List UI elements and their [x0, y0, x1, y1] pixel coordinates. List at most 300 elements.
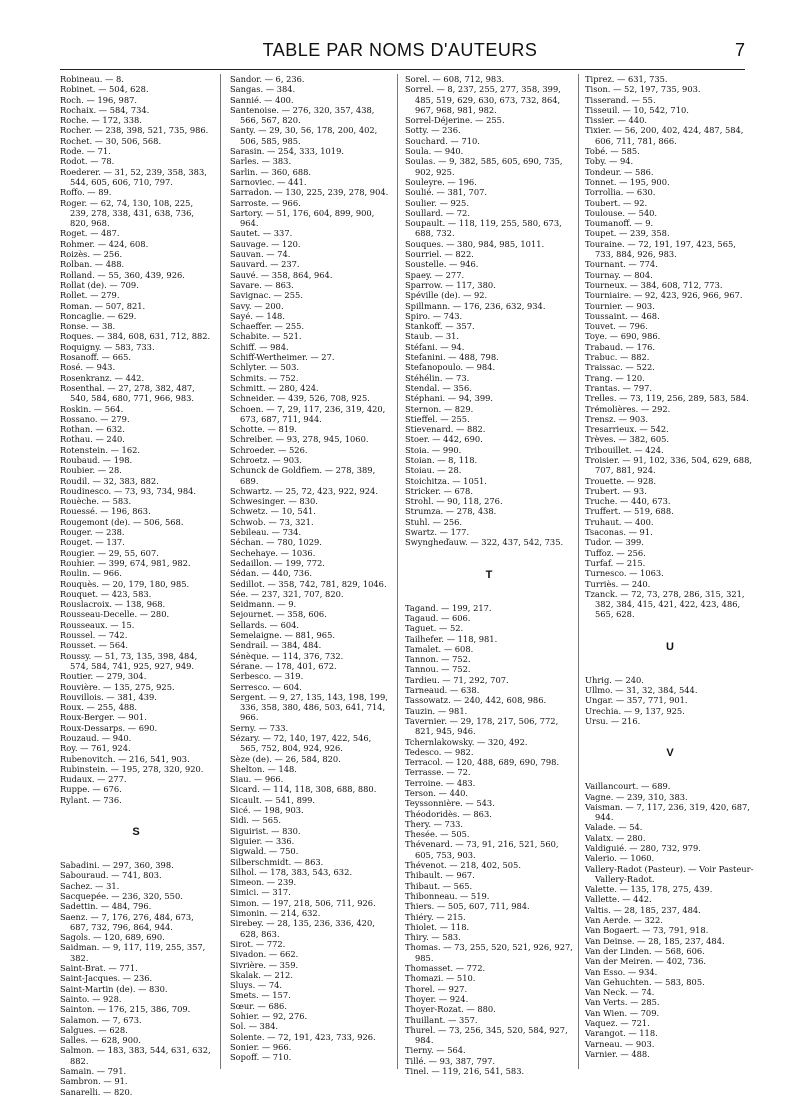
- index-entry: Sarnoviec. — 441.: [230, 176, 307, 187]
- index-entry: Stoiau. — 28.: [405, 465, 462, 476]
- index-entry: Sarles. — 383.: [230, 156, 292, 167]
- index-entry: Soullard. — 72.: [405, 207, 470, 218]
- index-entry: Terson. — 440.: [405, 788, 469, 798]
- index-entry: Tarneaud. — 638.: [405, 685, 480, 696]
- index-entry: Tchernlakowsky. — 320, 492.: [405, 736, 528, 747]
- index-entry: Rouquet. — 423, 583.: [60, 588, 152, 599]
- index-entry: Souques. — 380, 984, 985, 1011.: [405, 238, 545, 249]
- index-entry: Swyngheďauw. — 322, 437, 542, 735.: [405, 537, 564, 548]
- index-entry: Rouvière. — 135, 275, 925.: [60, 681, 175, 692]
- index-entry: Thiry. — 583.: [405, 932, 461, 943]
- index-entry: Sauvard. — 237.: [230, 259, 300, 270]
- index-entry: Toumanoff. — 9.: [585, 218, 654, 229]
- index-entry: Simonin. — 214, 632.: [230, 908, 321, 919]
- index-entry: Rolban. — 488.: [60, 259, 125, 270]
- index-entry: Roget. — 487.: [60, 228, 120, 239]
- index-entry: Sartory. — 51, 176, 604, 899, 900, 964.: [230, 207, 375, 229]
- index-entry: Sonier. — 966.: [230, 1041, 292, 1052]
- index-entry: Roquigny. — 583, 733.: [60, 341, 155, 352]
- index-entry: Sainton. — 176, 215, 386, 709.: [60, 1004, 191, 1015]
- index-entry: Rothau. — 240.: [60, 434, 125, 445]
- index-entry: Rochaix. — 584, 734.: [60, 104, 150, 115]
- index-entry: Stoia. — 990.: [405, 444, 462, 455]
- index-entry: Tierny. — 564.: [405, 1045, 466, 1056]
- index-entry: Strohl. — 90, 118, 276.: [405, 496, 503, 507]
- index-entry: Turnesco. — 1063.: [585, 568, 664, 579]
- index-entry: Thibault. — 967.: [405, 870, 475, 881]
- index-entry: Schwartz. — 25, 72, 423, 922, 924.: [230, 485, 378, 496]
- index-entry: Roudil. — 32, 383, 882.: [60, 475, 159, 486]
- index-entry: Roussy. — 51, 73, 135, 398, 484, 574, 584, 741, 925, 927, 949.: [60, 650, 198, 671]
- index-entry: Tourniaire. — 92, 423, 926, 966, 967.: [585, 290, 743, 301]
- index-entry: Roubier. — 28.: [60, 465, 122, 476]
- index-entry: Tiprez. — 631, 735.: [585, 74, 668, 84]
- index-entry: Tassowatz. — 240, 442, 608, 986.: [405, 695, 547, 706]
- index-entry: Toussaint. — 468.: [585, 310, 660, 321]
- index-entry: Varangot. — 118.: [585, 1028, 658, 1039]
- index-entry: Sézary. — 72, 140, 197, 422, 546, 565, 752, 804, 924, 926.: [230, 733, 372, 754]
- index-entry: Tresarrieux. — 542.: [585, 424, 669, 435]
- index-entry: Van Neck. — 74.: [585, 987, 655, 998]
- page-title: TABLE PAR NOMS D'AUTEURS: [262, 40, 538, 60]
- index-entry: Schroeder. — 526.: [230, 444, 308, 455]
- index-entry: Sambron. — 91.: [60, 1076, 128, 1087]
- index-entry: Soustelle. — 946.: [405, 259, 479, 270]
- index-entry: Sicault. — 541, 899.: [230, 794, 316, 805]
- index-entry: Trensz. — 903.: [585, 413, 649, 424]
- index-entry: Santenoise. — 276, 320, 357, 438, 566, 567, 820.: [230, 104, 375, 126]
- index-entry: Sabadini. — 297, 360, 398.: [60, 860, 174, 871]
- index-entry: Sarroste. — 966.: [230, 197, 301, 208]
- index-entry: Thévenard. — 73, 91, 216, 521, 560, 605, 753, 903.: [405, 839, 559, 860]
- index-entry: Valatx. — 280.: [585, 832, 646, 843]
- index-entry: Sirot. — 772.: [230, 938, 286, 949]
- index-entry: Sirebey. — 28, 135, 236, 336, 420, 628, 863.: [230, 918, 375, 939]
- index-entry: Serbesco. — 319.: [230, 671, 304, 682]
- index-entry: Shelton. — 148.: [230, 763, 297, 774]
- index-entry: Sangas. — 384.: [230, 84, 296, 95]
- index-entry: Savare. — 863.: [230, 279, 294, 290]
- index-entry: Tailhefer. — 118, 981.: [405, 633, 498, 644]
- index-entry: Tournier. — 903.: [585, 300, 655, 311]
- index-entry: Sorel. — 608, 712, 983.: [405, 74, 505, 84]
- index-entry: Stoichitza. — 1051.: [405, 475, 487, 486]
- index-entry: Vaquez. — 721.: [585, 1018, 650, 1029]
- index-entry: Schmitt. — 280, 424.: [230, 382, 319, 393]
- index-entry: Stricker. — 678.: [405, 485, 473, 496]
- column-divider: [397, 74, 398, 1069]
- index-entry: Rouslacroix. — 138, 968.: [60, 599, 166, 610]
- index-entry: Schreiber. — 93, 278, 945, 1060.: [230, 434, 369, 445]
- index-entry: Souchard. — 710.: [405, 135, 480, 146]
- index-entry: Sendrail. — 384, 484.: [230, 640, 322, 651]
- index-entry: Rubenovitch. — 216, 541, 903.: [60, 753, 190, 764]
- index-entry: Schunck de Goldfiem. — 278, 389, 689.: [230, 465, 376, 486]
- index-entry: Sechehaye. — 1036.: [230, 547, 316, 558]
- index-entry: Tournant. — 774.: [585, 259, 658, 270]
- index-entry: Sénèque. — 114, 376, 732.: [230, 650, 344, 661]
- index-entry: Schmits. — 752.: [230, 372, 299, 383]
- index-entry: Sainto. — 928.: [60, 993, 122, 1004]
- index-entry: Roux-Berger. — 901.: [60, 712, 147, 723]
- index-entry: Schlyter. — 503.: [230, 362, 299, 373]
- index-entry: Toye. — 690, 986.: [585, 331, 661, 342]
- index-entry: Silhol. — 178, 383, 543, 632.: [230, 866, 352, 877]
- index-entry: Spiro. — 743.: [405, 310, 463, 321]
- index-entry: Smets. — 157.: [230, 990, 291, 1001]
- index-entry: Stievenard. — 882.: [405, 424, 486, 435]
- index-entry: Rousseaux. — 15.: [60, 619, 135, 630]
- spacer: [405, 548, 573, 570]
- index-entry: Sedaillon. — 199, 772.: [230, 557, 325, 568]
- index-entry: Routier. — 279, 304.: [60, 671, 147, 682]
- index-entry: Tsaconas. — 91.: [585, 527, 653, 538]
- index-entry: Tavernier. — 29, 178, 217, 506, 772, 821, 945, 946.: [405, 715, 559, 737]
- index-entry: Roche. — 172, 338.: [60, 115, 142, 126]
- index-entry: Taguet. — 52.: [405, 623, 464, 634]
- index-entry: Sérane. — 178, 401, 672.: [230, 660, 337, 671]
- index-entry: Tison. — 52, 197, 735, 903.: [585, 84, 701, 95]
- index-entry: Roederer. — 31, 52, 239, 358, 383, 544, 605, 606, 710, 797.: [60, 166, 207, 187]
- index-entry: Thomasset. — 772.: [405, 963, 486, 974]
- index-entry: Spéville (de). — 92.: [405, 290, 488, 301]
- index-entry: Thiolet. — 118.: [405, 921, 470, 932]
- index-entry: Trémolières. — 292.: [585, 403, 671, 414]
- index-entry: Schwob. — 73, 321.: [230, 516, 314, 527]
- index-entry: Vallery-Radot (Pasteur). — Voir Pasteur-Vallery-Radot.: [585, 863, 754, 884]
- index-entry: Spaey. — 277.: [405, 269, 465, 280]
- index-entry: Rotenstein. — 162.: [60, 444, 141, 455]
- index-entry: Santy. — 29, 30, 56, 178, 200, 402, 506, 585, 985.: [230, 125, 378, 146]
- index-entry: Sédan. — 440, 736.: [230, 568, 312, 579]
- index-entry: Serny. — 733.: [230, 722, 289, 733]
- index-entry: Roskin. — 564.: [60, 403, 124, 414]
- index-entry: Thiers. — 505, 607, 711, 984.: [405, 901, 530, 912]
- index-entry: Rouessé. — 196, 863.: [60, 506, 151, 517]
- index-entry: Van Gehuchten. — 583, 805.: [585, 976, 705, 987]
- index-entry: Traissac. — 522.: [585, 362, 655, 373]
- index-entry: Stefanini. — 488, 798.: [405, 352, 499, 363]
- index-entry: Tixier. — 56, 200, 402, 424, 487, 584, 606, 711, 781, 866.: [585, 125, 744, 146]
- index-entry: Saidman. — 9, 117, 119, 255, 357, 382.: [60, 942, 206, 963]
- section-letter: T: [485, 568, 493, 581]
- index-entry: Sorrel. — 8, 237, 255, 277, 358, 399, 485, 519, 629, 630, 673, 732, 864, 967, 968, 981, 982.: [405, 84, 561, 115]
- index-entry: Tannon. — 752.: [405, 654, 471, 665]
- index-entry: Trabuc. — 882.: [585, 352, 650, 363]
- index-entry: Sicard. — 114, 118, 308, 688, 880.: [230, 784, 377, 795]
- index-entry: Thesée. — 505.: [405, 829, 470, 840]
- index-entry: Toby. — 94.: [585, 156, 634, 167]
- index-entry: Sohier. — 92, 276.: [230, 1011, 308, 1022]
- index-entry: Trèves. — 382, 605.: [585, 434, 670, 445]
- index-entry: Truche. — 440, 673.: [585, 496, 671, 507]
- index-entry: Rudaux. — 277.: [60, 774, 127, 785]
- index-entry: Siguirist. — 830.: [230, 825, 301, 836]
- index-entry: Tillé. — 93, 387, 797.: [405, 1055, 496, 1066]
- index-entry: Roffo. — 89.: [60, 187, 112, 198]
- index-entry: Roch. — 196, 987.: [60, 94, 138, 105]
- index-entry: Tuffoz. — 256.: [585, 547, 646, 558]
- index-entry: Thibonneau. — 519.: [405, 890, 490, 901]
- index-entry: Tinel. — 119, 216, 541, 583.: [405, 1066, 525, 1077]
- index-entry: Semelaigne. — 881, 965.: [230, 630, 335, 641]
- index-entry: Thiéry. — 215.: [405, 911, 466, 922]
- index-entry: Tagaud. — 606.: [405, 612, 471, 623]
- index-entry: Ullmo. — 31, 32, 384, 544.: [585, 685, 698, 696]
- index-entry: Samain. — 791.: [60, 1066, 127, 1077]
- index-entry: Tisseuil. — 10, 542, 710.: [585, 104, 689, 115]
- index-entry: Rode. — 71.: [60, 146, 111, 157]
- index-entry: Tagand. — 199, 217.: [405, 602, 492, 613]
- index-entry: Sarasin. — 254, 333, 1019.: [230, 146, 344, 157]
- index-entry: Spillmann. — 176, 236, 632, 934.: [405, 300, 546, 311]
- index-entry: Rohmer. — 424, 608.: [60, 238, 149, 249]
- index-entry: Swartz. — 177.: [405, 527, 470, 538]
- index-entry: Schwetz. — 10, 541.: [230, 506, 316, 517]
- column-divider: [220, 74, 221, 1069]
- index-entry: Sourriel. — 822.: [405, 249, 474, 260]
- index-columns: [60, 74, 754, 1097]
- index-entry: Sagols. — 120, 689, 690.: [60, 932, 165, 943]
- index-entry: Rosanoff. — 665.: [60, 352, 132, 363]
- index-entry: Tourneux. — 384, 608, 712, 773.: [585, 279, 723, 290]
- index-entry: Rocher. — 238, 398, 521, 735, 986.: [60, 125, 209, 136]
- index-entry: Tedesco. — 982.: [405, 746, 474, 757]
- page-header: [55, 40, 745, 64]
- index-entry: Sandor. — 6, 236.: [230, 74, 305, 84]
- index-entry: Vallette. — 442.: [585, 894, 652, 905]
- index-entry: Van Aerde. — 322.: [585, 915, 663, 926]
- index-entry: Trabaud. — 176.: [585, 341, 656, 352]
- index-entry: Roussel. — 742.: [60, 630, 128, 641]
- index-entry: Truffert. — 519, 688.: [585, 506, 674, 517]
- spacer: [585, 653, 755, 675]
- index-entry: Sabouraud. — 741, 803.: [60, 870, 162, 881]
- index-entry: Rousset. — 564.: [60, 640, 129, 651]
- index-entry: Sautet. — 337.: [230, 228, 293, 239]
- index-entry: Varnier. — 488.: [585, 1048, 650, 1059]
- index-entry: Ronse. — 38.: [60, 321, 116, 332]
- index-entry: Rosenkranz. — 442.: [60, 372, 145, 383]
- index-entry: Ursu. — 216.: [585, 715, 641, 726]
- index-entry: Rochet. — 30, 506, 568.: [60, 135, 162, 146]
- index-entry: Simon. — 197, 218, 506, 711, 926.: [230, 897, 376, 908]
- index-entry: Séchan. — 780, 1029.: [230, 537, 322, 548]
- index-entry: Thorel. — 927.: [405, 983, 468, 994]
- column-divider: [578, 74, 579, 1069]
- index-entry: Teyssonnière. — 543.: [405, 798, 495, 809]
- index-entry: Tonnet. — 195, 900.: [585, 176, 670, 187]
- index-entry: Salmon. — 183, 383, 544, 631, 632, 882.: [60, 1045, 211, 1066]
- index-entry: Rothan. — 632.: [60, 424, 125, 435]
- index-entry: Van Verts. — 285.: [585, 997, 660, 1008]
- index-entry: Salamon. — 7, 673.: [60, 1014, 142, 1025]
- index-entry: Rougemont (de). — 506, 568.: [60, 516, 184, 527]
- index-entry: Roizès. — 256.: [60, 249, 123, 260]
- index-entry: Terroine. — 483.: [405, 777, 476, 788]
- index-entry: Stendal. — 356.: [405, 382, 472, 393]
- spacer: [405, 581, 573, 603]
- index-entry: Sergent. — 9, 27, 135, 143, 198, 199, 336, 358, 380, 486, 503, 641, 714, 966.: [230, 691, 388, 723]
- index-entry: Vaillancourt. — 689.: [585, 781, 671, 792]
- index-entry: Schaeffer. — 255.: [230, 321, 305, 332]
- index-entry: Rubinstein. — 195, 278, 320, 920.: [60, 763, 204, 774]
- index-entry: Rouzaud. — 940.: [60, 733, 132, 743]
- index-entry: Stéfani. — 94.: [405, 341, 465, 352]
- index-entry: Sellards. — 604.: [230, 619, 300, 630]
- index-entry: Tzanck. — 72, 73, 278, 286, 315, 321, 382, 384, 415, 421, 422, 423, 486, 565, 628.: [585, 588, 745, 620]
- index-entry: Staub. — 31.: [405, 331, 460, 342]
- index-entry: Simici. — 317.: [230, 887, 291, 898]
- index-entry: Sebileau. — 734.: [230, 527, 302, 538]
- index-entry: Roubaud. — 198.: [60, 454, 133, 465]
- index-entry: Sluys. — 74.: [230, 980, 283, 991]
- index-entry: Soulier. — 925.: [405, 197, 469, 208]
- index-entry: Stoian. — 8, 118.: [405, 454, 478, 465]
- index-entry: Roman. — 507, 821.: [60, 300, 146, 311]
- index-entry: Sopoff. — 710.: [230, 1052, 292, 1063]
- spacer: [60, 805, 212, 827]
- index-entry: Rosé. — 943.: [60, 362, 116, 373]
- index-entry: Touvet. — 796.: [585, 321, 648, 332]
- index-entry: Valette. — 135, 178, 275, 439.: [585, 884, 713, 895]
- index-entry: Sèze (de). — 26, 584, 820.: [230, 753, 341, 764]
- index-entry: Saint-Brat. — 771.: [60, 963, 138, 974]
- index-entry: Schabite. — 521.: [230, 331, 302, 342]
- index-entry: Sée. — 237, 321, 707, 820.: [230, 588, 344, 599]
- index-entry: Van Deinse. — 28, 185, 237, 484.: [585, 935, 725, 946]
- index-entry: Tondeur. — 586.: [585, 166, 654, 177]
- index-entry: Sauvan. — 74.: [230, 249, 291, 260]
- index-entry: Toubert. — 92.: [585, 197, 648, 208]
- index-entry: Saint-Jacques. — 236.: [60, 973, 153, 984]
- index-entry: Sorrel-Déjerine. — 255.: [405, 115, 505, 126]
- index-entry: Sanarelli. — 820.: [60, 1086, 133, 1097]
- index-entry: Rousseau-Decelle. — 280.: [60, 609, 170, 620]
- index-entry: Rouger. — 238.: [60, 527, 125, 538]
- index-entry: Van Wien. — 709.: [585, 1007, 660, 1018]
- index-entry: Soupault. — 118, 119, 255, 580, 673, 688, 732.: [405, 218, 562, 239]
- index-entry: Stuhl. — 256.: [405, 516, 463, 527]
- index-entry: Ungar. — 357, 771, 901.: [585, 695, 688, 706]
- index-entry: Thery. — 733.: [405, 818, 464, 829]
- index-entry: Thoyer-Rozat. — 880.: [405, 1004, 496, 1015]
- index-entry: Rouhier. — 399, 674, 981, 982.: [60, 557, 191, 568]
- index-entry: Urechia. — 9, 137, 925.: [585, 705, 685, 716]
- index-entry: Tamalet. — 608.: [405, 643, 474, 654]
- index-entry: Van der Meiren. — 402, 736.: [585, 956, 707, 967]
- index-entry: Sicé. — 198, 903.: [230, 805, 304, 816]
- index-entry: Sivrière. — 359.: [230, 959, 299, 970]
- index-entry: Vaisman. — 7, 117, 236, 319, 420, 687, 944.: [585, 801, 750, 823]
- index-entry: Trang. — 120.: [585, 372, 645, 383]
- index-entry: Rouquès. — 20, 179, 180, 985.: [60, 578, 190, 589]
- index-entry: Sadettin. — 484, 796.: [60, 901, 152, 912]
- index-entry: Seidmann. — 9.: [230, 599, 297, 610]
- index-entry: Toulouse. — 540.: [585, 207, 658, 218]
- index-entry: Trelles. — 73, 119, 256, 289, 583, 584.: [585, 393, 749, 404]
- index-entry: Trubert. — 93.: [585, 485, 647, 496]
- index-entry: Skalak. — 212.: [230, 969, 293, 980]
- page-number: 7: [734, 40, 745, 60]
- index-entry: Schneider. — 439, 526, 708, 925.: [230, 393, 370, 404]
- index-entry: Trantas. — 797.: [585, 382, 653, 393]
- index-entry: Stéphani. — 94, 399.: [405, 393, 494, 404]
- index-entry: Savignac. — 255.: [230, 290, 303, 301]
- index-entry: Rouget. — 137.: [60, 537, 125, 548]
- index-entry: Roques. — 384, 608, 631, 712, 882.: [60, 331, 211, 342]
- index-entry: Soula. — 940.: [405, 146, 464, 157]
- index-entry: Varneau. — 903.: [585, 1038, 655, 1049]
- index-entry: Thévenot. — 218, 402, 505.: [405, 860, 521, 871]
- index-entry: Sacquepée. — 236, 320, 550.: [60, 890, 183, 901]
- index-entry: Valdiguié. — 280, 732, 979.: [585, 843, 701, 853]
- index-entry: Thomas. — 73, 255, 520, 521, 926, 927, 985.: [405, 942, 573, 963]
- index-entry: Roncaglie. — 629.: [60, 310, 137, 321]
- index-entry: Tobé. — 585.: [585, 146, 640, 157]
- index-entry: Soulas. — 9, 382, 585, 605, 690, 735, 902, 925.: [405, 156, 563, 177]
- index-entry: Schiff-Wertheimer. — 27.: [230, 352, 335, 363]
- index-entry: Savy. — 200.: [230, 300, 284, 311]
- index-entry: Valtis. — 28, 185, 237, 484.: [585, 904, 701, 915]
- index-entry: Tudor. — 399.: [585, 537, 644, 548]
- index-entry: Rossano. — 279.: [60, 413, 130, 424]
- index-entry: Roux-Dessarps. — 690.: [60, 722, 158, 733]
- index-entry: Stefanopoulo. — 984.: [405, 362, 496, 373]
- index-entry: Rougier. — 29, 55, 607.: [60, 547, 159, 558]
- index-entry: Tournay. — 804.: [585, 269, 653, 280]
- index-entry: Terrasse. — 72.: [405, 767, 471, 778]
- section-letter: V: [666, 747, 674, 760]
- index-entry: Turriès. — 240.: [585, 578, 651, 589]
- index-column-4: [585, 74, 755, 1059]
- index-column-1: [60, 74, 212, 1097]
- index-entry: Salgues. — 628.: [60, 1024, 128, 1035]
- index-entry: Strumza. — 278, 438.: [405, 506, 497, 517]
- index-entry: Sauvé. — 358, 864, 964.: [230, 269, 333, 280]
- index-entry: Turfaf. — 215.: [585, 557, 646, 568]
- index-entry: Souleyre. — 196.: [405, 176, 477, 187]
- index-entry: Sannié. — 400.: [230, 94, 294, 105]
- index-entry: Valade. — 54.: [585, 822, 643, 833]
- index-entry: Saint-Martin (de). — 830.: [60, 983, 168, 994]
- index-entry: Roux. — 255, 488.: [60, 702, 138, 713]
- index-entry: Van Bogaert. — 73, 791, 918.: [585, 925, 709, 936]
- index-entry: Tauzin. — 981.: [405, 705, 468, 716]
- index-entry: Saenz. — 7, 176, 276, 484, 673, 687, 732, 796, 864, 944.: [60, 911, 194, 932]
- index-entry: Sotty. — 236.: [405, 125, 461, 136]
- index-entry: Rouèche. — 583.: [60, 496, 132, 507]
- index-entry: Valerio. — 1060.: [585, 853, 655, 864]
- index-entry: Tannou. — 752.: [405, 664, 471, 675]
- index-entry: Thomazi. — 510.: [405, 973, 476, 984]
- index-entry: Stieffel. — 255.: [405, 413, 470, 424]
- index-entry: Tribouillet. — 424.: [585, 444, 664, 455]
- index-entry: Tisserand. — 55.: [585, 94, 656, 105]
- index-column-3: [405, 74, 573, 1076]
- index-entry: Sayé. — 148.: [230, 310, 285, 321]
- index-entry: Sachez. — 31.: [60, 880, 120, 891]
- spacer: [60, 838, 212, 860]
- index-entry: Thuillant. — 357.: [405, 1014, 478, 1025]
- index-entry: Siau. — 966.: [230, 774, 284, 785]
- index-entry: Rouvillois. — 381, 439.: [60, 691, 157, 702]
- index-entry: Thibaut. — 565.: [405, 880, 473, 891]
- index-entry: Schotte. — 819.: [230, 424, 297, 435]
- index-entry: Sarradon. — 130, 225, 239, 278, 904.: [230, 187, 389, 198]
- index-entry: Robineau. — 8.: [60, 74, 124, 84]
- index-entry: Sol. — 384.: [230, 1021, 279, 1032]
